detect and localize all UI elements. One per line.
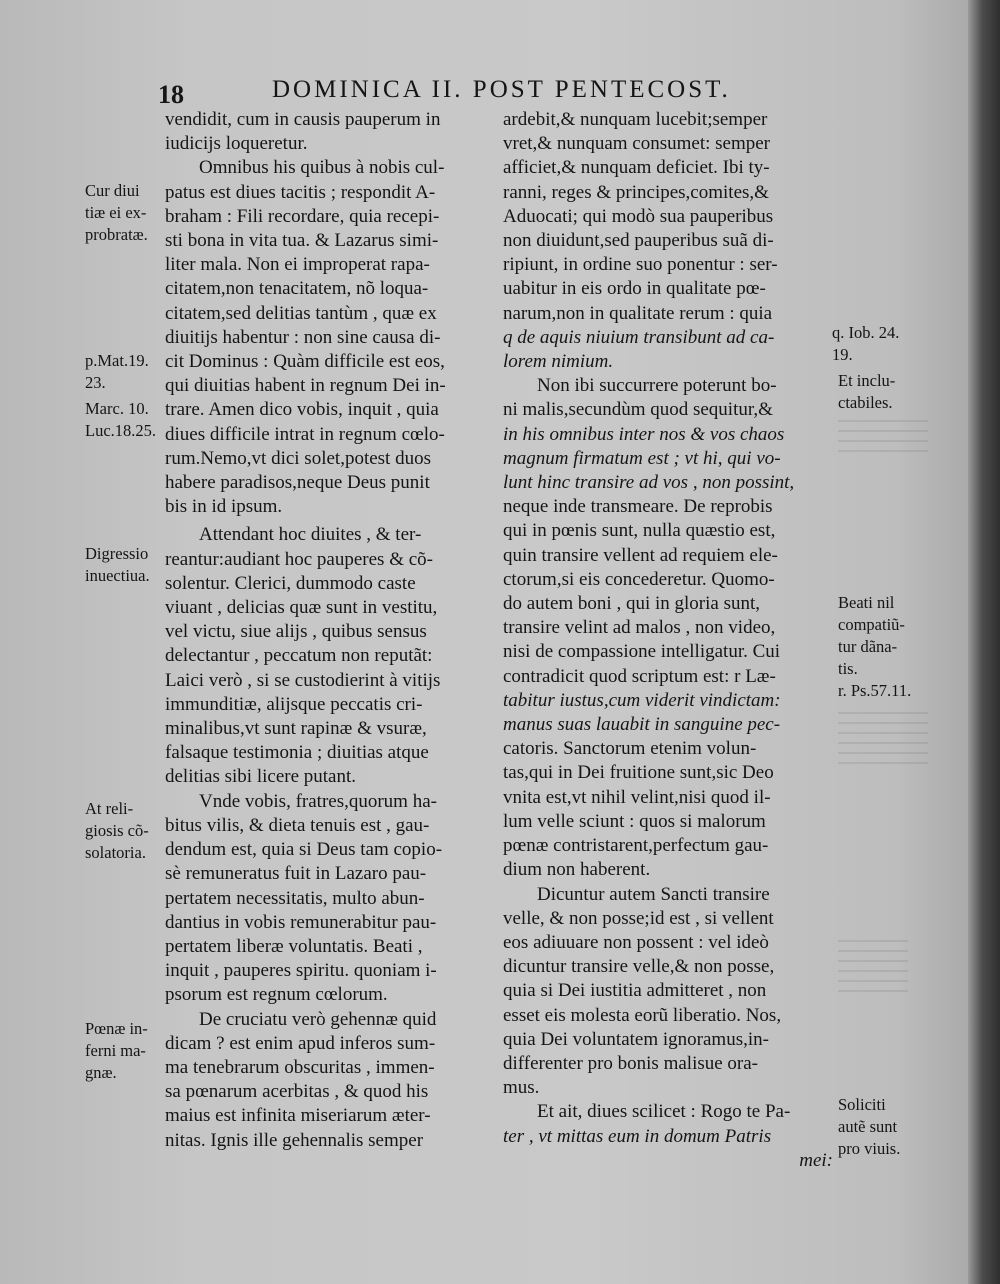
book-gutter-shadow — [968, 0, 1000, 1284]
text-line: Aduocati; qui modò sua pauperibus — [503, 205, 774, 227]
text-line: ni malis,secundùm quod sequitur,& — [503, 399, 773, 421]
text-line: citatem,sed delitias tantùm , quæ ex — [165, 302, 437, 324]
text-line: in his omnibus inter nos & vos chaos — [503, 423, 785, 445]
text-line: nisi de compassione intelligatur. Cui — [503, 641, 781, 663]
text-line: pœnæ contristarent,perfectum gau- — [503, 835, 769, 857]
text-line: bis in id ipsum. — [165, 496, 283, 518]
text-line: liter mala. Non ei improperat rapa- — [165, 254, 430, 276]
text-line: quia si Dei iustitia admitteret , non — [503, 980, 767, 1002]
margin-note-right: r. Ps.57.11. — [838, 681, 912, 700]
text-line: differenter pro bonis malisue ora- — [503, 1052, 759, 1074]
text-line: trare. Amen dico vobis, inquit , quia — [165, 399, 439, 421]
text-line: catoris. Sanctorum etenim volun- — [503, 738, 757, 760]
page-number: 18 — [158, 80, 184, 109]
text-line: Attendant hoc diuites , & ter- — [199, 524, 422, 546]
text-line: narum,non in qualitate rerum : quia — [503, 302, 773, 324]
text-line: braham : Fili recordare, quia recepi- — [165, 205, 440, 227]
text-line: mei: — [799, 1149, 833, 1171]
text-line: do autem boni , qui in gloria sunt, — [503, 593, 761, 615]
text-line: q de aquis niuium transibunt ad ca- — [503, 326, 775, 348]
text-line: citatem,non tenacitatem, nõ loqua- — [165, 278, 429, 300]
text-line: eos adiuuare non possent : vel ideò — [503, 931, 769, 953]
text-line: iudicijs loqueretur. — [165, 133, 308, 155]
text-line: qui diuitias habent in regnum Dei in- — [165, 375, 446, 397]
text-line: mus. — [503, 1077, 540, 1099]
text-line: bitus vilis, & dieta tenuis est , gau- — [165, 814, 430, 836]
text-line: sè remuneratus fuit in Lazaro pau- — [165, 863, 427, 885]
margin-note-left: Digressio inuectiua. — [85, 544, 150, 585]
text-line: diues difficile intrat in regnum cœlo- — [165, 423, 445, 445]
text-line: solentur. Clerici, dummodo caste — [165, 572, 416, 594]
margin-note-right: q. Iob. 24. 19. — [832, 323, 900, 364]
text-line: sa pœnarum acerbitas , & quod his — [165, 1081, 429, 1103]
text-line: psorum est regnum cœlorum. — [165, 984, 388, 1006]
text-line: manus suas lauabit in sanguine pec- — [503, 714, 781, 736]
text-line: velle, & non posse;id est , si vellent — [503, 907, 774, 929]
text-line: lorem nimium. — [503, 351, 614, 373]
text-line: immunditiæ, alijsque peccatis cri- — [165, 693, 423, 715]
text-line: quia Dei voluntatem ignoramus,in- — [503, 1028, 769, 1050]
text-line: Non ibi succurrere poterunt bo- — [537, 375, 777, 397]
text-line: dantius in vobis remunerabitur pau- — [165, 911, 437, 933]
text-line: dium non haberent. — [503, 859, 651, 881]
text-line: dicuntur transire velle,& non posse, — [503, 956, 775, 978]
text-line: uabitur in eis ordo in qualitate pœ- — [503, 278, 766, 300]
text-line: contradicit quod scriptum est: r Læ- — [503, 665, 776, 687]
text-line: Laici verò , si se custodierint à vitijs — [165, 669, 441, 691]
left-text-column — [165, 108, 498, 1153]
text-line: De cruciatu verò gehennæ quid — [199, 1008, 437, 1030]
text-line: habere paradisos,neque Deus punit — [165, 472, 430, 494]
text-line: minalibus,vt sunt rapinæ & vsuræ, — [165, 718, 427, 740]
text-line: ter , vt mittas eum in domum Patris — [503, 1125, 772, 1147]
text-line: Vnde vobis, fratres,quorum ha- — [199, 790, 437, 812]
text-line: transire velint ad malos , non video, — [503, 617, 776, 639]
show-through-smudge — [838, 940, 908, 1000]
margin-note-left: Marc. 10. Luc.18.25. — [85, 399, 157, 440]
text-line: qui in pœnis sunt, nulla quæstio est, — [503, 520, 776, 542]
text-line: cit Dominus : Quàm difficile est eos, — [165, 351, 445, 373]
text-line: ripiunt, in ordine suo ponentur : ser- — [503, 254, 778, 276]
margin-note-right: Soliciti autẽ sunt pro viuis. — [838, 1095, 901, 1158]
text-line: ma tenebrarum obscuritas , immen- — [165, 1056, 435, 1078]
text-line: inquit , pauperes spiritu. quoniam i- — [165, 960, 437, 982]
text-line: pertatem necessitatis, multo abun- — [165, 887, 425, 909]
margin-note-left: p.Mat.19. 23. — [85, 351, 149, 392]
text-line: dendum est, quia si Deus tam copio- — [165, 839, 443, 861]
text-line: delectantur , peccatum non reputãt: — [165, 645, 433, 667]
text-line: vret,& nunquam consumet: semper — [503, 133, 770, 155]
margin-note-left: Cur diui tiæ ei ex- probratæ. — [85, 181, 148, 244]
text-line: diuitijs habentur : non sine causa di- — [165, 326, 441, 348]
text-line: quin transire vellent ad requiem ele- — [503, 544, 778, 566]
text-line: Et ait, diues scilicet : Rogo te Pa- — [537, 1101, 791, 1123]
margin-note-left: Pœnæ in- ferni ma- gnæ. — [85, 1019, 148, 1082]
text-line: delitias sibi licere putant. — [165, 766, 357, 788]
text-line: falsaque testimonia ; diuitias atque — [165, 742, 429, 764]
text-line: dicam ? est enim apud inferos sum- — [165, 1032, 436, 1054]
text-line: Omnibus his quibus à nobis cul- — [199, 157, 445, 179]
text-line: lunt hinc transire ad vos , non possint, — [503, 472, 795, 494]
text-line: afficiet,& nunquam deficiet. Ibi ty- — [503, 157, 770, 179]
margin-note-right: Beati nil compatiũ- tur dãna- tis. — [838, 593, 905, 678]
text-line: ranni, reges & principes,comites,& — [503, 181, 769, 203]
text-line: magnum firmatum est ; vt hi, qui vo- — [503, 447, 781, 469]
text-line: non diuidunt,sed pauperibus suã di- — [503, 230, 774, 252]
text-line: sti bona in vita tua. & Lazarus simi- — [165, 230, 439, 252]
text-line: viuant , delicias quæ sunt in vestitu, — [165, 597, 438, 619]
text-line: esset eis molesta eorũ liberatio. Nos, — [503, 1004, 782, 1026]
text-line: vnita est,vt nihil velint,nisi quod il- — [503, 786, 771, 808]
text-line: reantur:audiant hoc pauperes & cõ- — [165, 548, 433, 570]
text-line: patus est diues tacitis ; respondit A- — [165, 181, 436, 203]
text-line: lum velle sciunt : quos si malorum — [503, 810, 766, 832]
show-through-smudge — [838, 420, 928, 460]
text-line: maius est infinita miseriarum æter- — [165, 1105, 431, 1127]
show-through-smudge — [838, 712, 928, 772]
text-line: nitas. Ignis ille gehennalis semper — [165, 1129, 424, 1151]
text-line: rum.Nemo,vt dici solet,potest duos — [165, 447, 431, 469]
text-line: ardebit,& nunquam lucebit;semper — [503, 109, 768, 130]
margin-note-left: At reli- giosis cõ- solatoria. — [85, 799, 149, 862]
right-text-column — [503, 108, 833, 1173]
text-line: pertatem liberæ voluntatis. Beati , — [165, 935, 423, 957]
text-line: Dicuntur autem Sancti transire — [537, 883, 770, 905]
text-line: tas,qui in Dei fruitione sunt,sic Deo — [503, 762, 774, 784]
running-head: DOMINICA II. POST PENTECOST. — [272, 76, 731, 103]
text-line: neque inde transmeare. De reprobis — [503, 496, 773, 518]
text-line: vel victu, siue alijs , quibus sensus — [165, 621, 427, 643]
margin-note-right: Et inclu- ctabiles. — [838, 371, 896, 412]
text-line: vendidit, cum in causis pauperum in — [165, 109, 441, 130]
text-line: tabitur iustus,cum viderit vindictam: — [503, 689, 781, 711]
text-line: ctorum,si eis concederetur. Quomo- — [503, 568, 775, 590]
